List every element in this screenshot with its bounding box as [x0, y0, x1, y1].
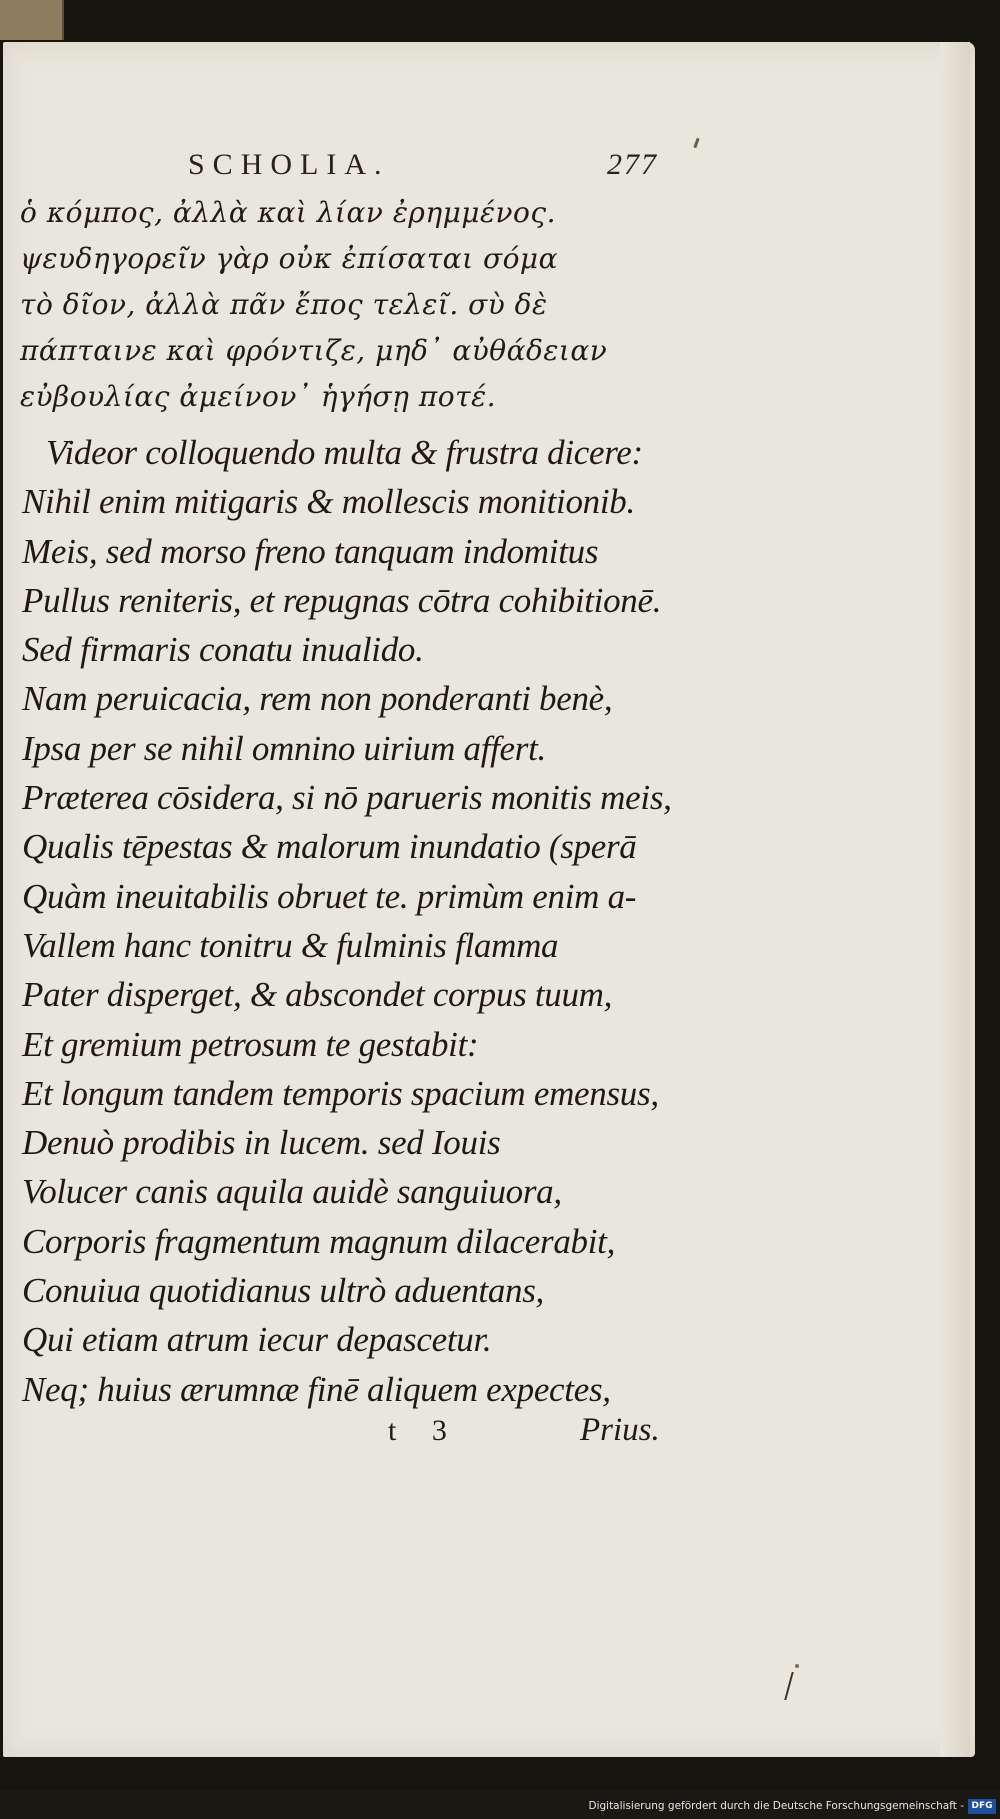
latin-line: Præterea cōsidera, si nō parueris monitis meis, — [22, 778, 672, 818]
latin-line: Et gremium petrosum te gestabit: — [22, 1024, 479, 1064]
latin-line: Sed firmaris conatu inualido. — [22, 630, 424, 670]
latin-line: Ipsa per se nihil omnino uirium affert. — [22, 728, 546, 768]
greek-line: ὁ κόμπος, ἀλλὰ καὶ λίαν ἐρημμένος. — [20, 196, 556, 229]
latin-line: Neq; huius ærumnæ finē aliquem expectes, — [22, 1369, 611, 1409]
latin-line: Nihil enim mitigaris & mollescis monitionib. — [22, 482, 635, 522]
latin-verse-block — [22, 428, 702, 1414]
latin-line: Pater disperget, & abscondet corpus tuum, — [22, 975, 613, 1015]
greek-line: ψευδηγορεῖν γὰρ οὐκ ἐπίσαται σόμα — [20, 242, 559, 275]
latin-line: Conuiua quotidianus ultrò aduentans, — [22, 1271, 545, 1311]
latin-line: Quàm ineuitabilis obruet te. primùm enim a- — [22, 876, 637, 916]
latin-line: Denuò prodibis in lucem. sed Iouis — [22, 1123, 501, 1163]
latin-line: Et longum tandem temporis spacium emensus, — [22, 1073, 659, 1113]
digitization-credit: Digitalisierung gefördert durch die Deutsche Forschungsgemeinschaft - — [588, 1800, 964, 1812]
running-head: SCHOLIA. — [188, 148, 390, 181]
latin-line: Qui etiam atrum iecur depascetur. — [22, 1320, 492, 1360]
page-number: 277 — [607, 148, 658, 181]
catchword: Prius. — [580, 1412, 660, 1448]
latin-line: Nam peruicacia, rem non ponderanti benè, — [22, 679, 613, 719]
latin-line: Volucer canis aquila auidè sanguiuora, — [22, 1172, 562, 1212]
ink-mark — [795, 1664, 799, 1668]
greek-line: πάπταινε καὶ φρόντιζε, μηδ᾽ αὐθάδειαν — [20, 334, 608, 367]
latin-line: Pullus reniteris, et repugnas cōtra cohibitionē. — [22, 580, 662, 620]
latin-line: Corporis fragmentum magnum dilacerabit, — [22, 1221, 616, 1261]
greek-line: εὐβουλίας ἀμείνον᾽ ἡγήσῃ ποτέ. — [20, 380, 496, 413]
dfg-logo: DFG — [968, 1799, 996, 1814]
latin-line: Videor colloquendo multa & frustra dicere: — [46, 433, 643, 472]
latin-line: Vallem hanc tonitru & fulminis flamma — [22, 925, 559, 965]
scan-edge-tab — [0, 0, 64, 40]
page-edge-shadow — [940, 42, 970, 1757]
greek-verse-block — [20, 190, 680, 420]
greek-line: τὸ δῖον, ἀλλὰ πᾶν ἔπος τελεῖ. σὺ δὲ — [20, 288, 548, 321]
latin-line: Qualis tēpestas & malorum inundatio (sperā — [22, 827, 637, 867]
latin-line: Meis, sed morso freno tanquam indomitus — [22, 531, 599, 571]
signature-mark: t 3 — [388, 1414, 447, 1447]
